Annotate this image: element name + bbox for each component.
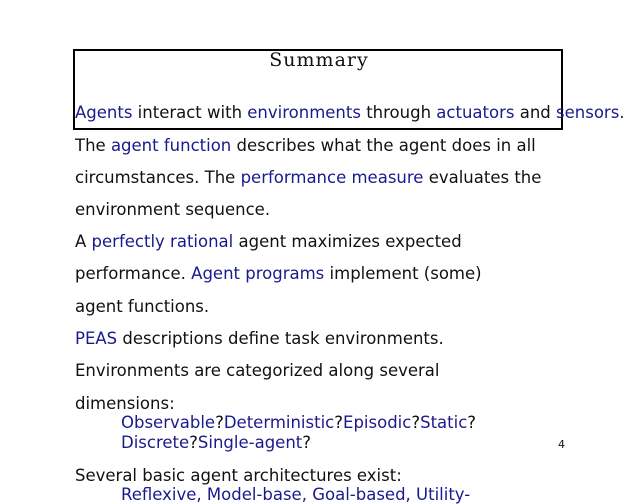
key-term: performance measure: [240, 168, 424, 187]
text-segment: evaluates the: [423, 168, 542, 187]
summary-line-14: [121, 485, 470, 504]
text-segment: descriptions define task environments.: [117, 329, 444, 348]
text-segment: performance.: [75, 264, 192, 283]
text-segment: ?: [467, 413, 477, 432]
key-term: Agent programs: [191, 264, 325, 283]
text-segment: ?: [215, 413, 224, 432]
key-term: Agents: [75, 103, 133, 122]
text-segment: dimensions:: [75, 394, 175, 413]
key-term: sensors.: [556, 103, 625, 122]
text-segment: environment sequence.: [75, 200, 271, 219]
text-segment: circumstances. The: [75, 168, 241, 187]
text-segment: agent functions.: [75, 297, 210, 316]
text-segment: agent maximizes expected: [233, 232, 462, 251]
key-term: actuators: [436, 103, 515, 122]
summary-line-2: [75, 136, 536, 155]
key-term: Single-agent: [197, 433, 303, 452]
key-term: PEAS: [75, 329, 118, 348]
summary-line-9: [75, 361, 440, 380]
text-segment: ?: [334, 413, 344, 432]
text-segment: implement (some): [324, 264, 482, 283]
key-term: perfectly rational: [91, 232, 234, 251]
text-segment: and: [514, 103, 557, 122]
text-segment: ?: [411, 413, 421, 432]
key-term: Episodic: [343, 413, 412, 432]
text-segment: describes what the agent does in all: [231, 136, 536, 155]
summary-line-1: [75, 103, 625, 122]
text-segment: ?: [302, 433, 312, 452]
summary-line-6: [75, 264, 482, 283]
text-segment: interact with: [132, 103, 248, 122]
slide-title: Summary: [269, 49, 369, 71]
summary-line-8: [75, 329, 444, 348]
key-term: Observable: [121, 413, 216, 432]
summary-line-4: [75, 200, 270, 219]
key-term: Static: [420, 413, 468, 432]
text-segment: Several basic agent architectures exist:: [75, 466, 402, 485]
key-term: Reflexive, Model-base, Goal-based, Utility-: [121, 485, 471, 504]
key-term: Discrete: [121, 433, 190, 452]
key-term: agent function: [110, 136, 232, 155]
summary-line-10: [75, 394, 175, 413]
summary-line-7: [75, 297, 209, 316]
summary-line-12: [121, 433, 311, 452]
page-number: 4: [558, 438, 565, 451]
text-segment: Environments are categorized along several: [75, 361, 440, 380]
summary-line-13: [75, 466, 402, 485]
key-term: environments: [247, 103, 361, 122]
text-segment: A: [75, 232, 92, 251]
summary-line-5: [75, 232, 462, 251]
summary-line-11: [121, 413, 476, 432]
text-segment: through: [360, 103, 437, 122]
key-term: Deterministic: [223, 413, 335, 432]
summary-line-3: [75, 168, 541, 187]
text-segment: The: [75, 136, 111, 155]
text-segment: ?: [189, 433, 198, 452]
